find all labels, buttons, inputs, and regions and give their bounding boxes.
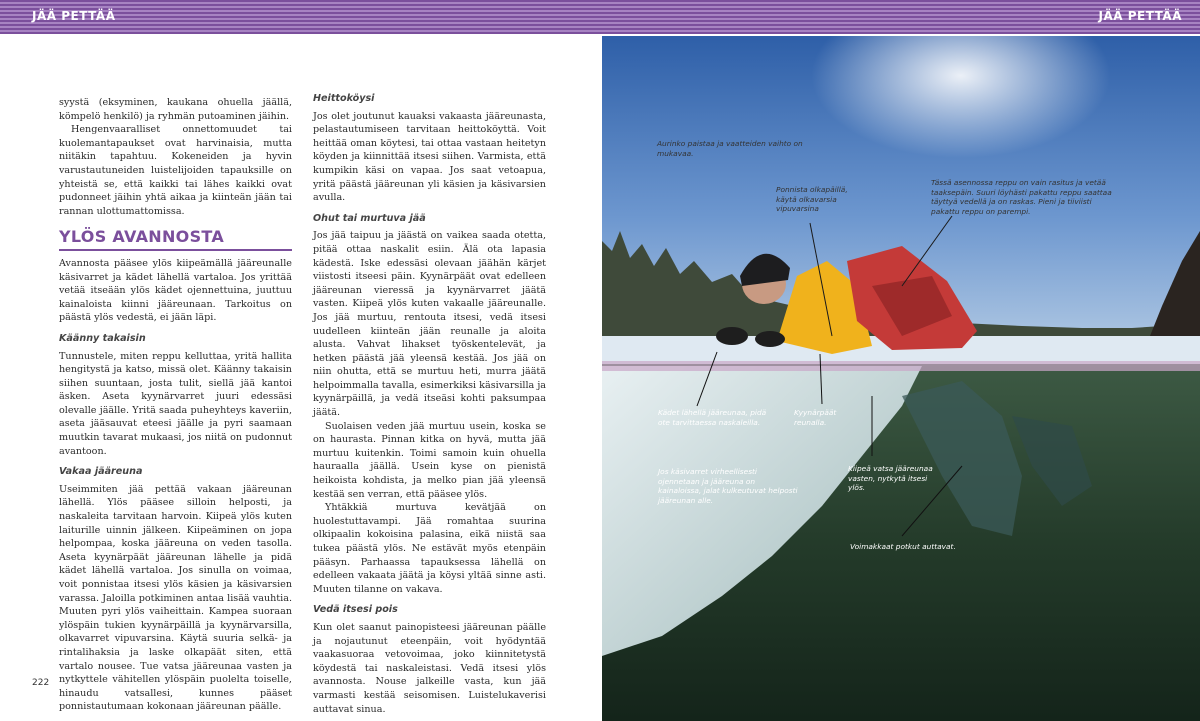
paragraph: Hengenvaaralliset onnettomuudet tai kuolemantapaukset ovat harvinaisia, mutta niitäkin tapahtuu. Kokeneiden ja hyvin varustautuneiden luistelijoiden tapauksille on yhteistä se, että kaikki tai lähes kaikki ovat pudonneet jäihin yhtä aikaa ja kiinteän jään tai rannan ulottumattomissa. (59, 124, 292, 217)
subheading: Ohut tai murtuva jää (313, 212, 426, 224)
annotation: Jos käsivarret virheellisesti ojennetaan ja jääreuna on kainaloissa, jalat kulkeutuvat helposti jääreunan alle. (658, 467, 798, 505)
gloves (716, 327, 748, 345)
paragraph: Yhtäkkiä murtuva kevätjää on huolestuttavampi. Jää romahtaa suurina olkipaalin kokoisina palasina, eikä niistä saa tukea päästä ylös. Ne estävät myös etenpäin pääsyn. Parhaassa tapauksessa lähellä on edelleen vakaata jäätä ja köysi yltää sinne asti. Muuten tilanne on vakava. (313, 502, 546, 595)
header-band-left (0, 0, 600, 34)
annotation: Aurinko paistaa ja vaatteiden vaihto on mukavaa. (657, 139, 803, 158)
paragraph: Suolaisen veden jää murtuu usein, koska se on haurasta. Pinnan kitka on hyvä, mutta jää murtuu kuitenkin. Toimi samoin kuin ohuella hauraalla jäällä. Usein kyse on pienistä heikoista kohdista, ja melko pian jää yleensä kestää sen verran, että pääsee ylös. (313, 420, 546, 500)
annotation: Voimakkaat potkut auttavat. (850, 542, 956, 551)
annotation: Kyynärpäät reunalla. (794, 408, 837, 427)
section-heading: YLÖS AVANNOSTA (59, 230, 292, 251)
annotation: Kädet lähellä jääreunaa, pidä ote tarvittaessa naskaleilla. (658, 408, 767, 427)
running-head-right: JÄÄ PETTÄÄ (1098, 9, 1182, 23)
subheading: Heittoköysi (313, 93, 375, 104)
page-number: 222 (32, 678, 50, 688)
text-column-2 (313, 92, 546, 716)
text-column-1 (59, 96, 292, 714)
annotation: Kiipeä vatsa jääreunaa vasten, nytkytä itsesi ylös. (848, 464, 933, 493)
paragraph: Useimmiten jää pettää vakaan jääreunan lähellä. Ylös pääsee silloin helposti, ja naskaleita tarvitaan harvoin. Kiipeä ylös kuten laiturille uinnin jälkeen. Kiipeäminen on jopa helpompaa, koska jääreuna on veden tasolla. Aseta kyynärpäät jääreunan lähelle ja pidä kädet lähellä vartaloa. Jos sinulla on voimaa, voit ponnistaa itsesi ylös käsien ja käsivarsien varassa. Jaloilla potkiminen antaa lisää vauhtia. Muuten pyri ylös vaiheittain. Kampea suoraan ylöspäin tukien kyynärpäillä ja kyynärvarsilla, olkavarret vipuvarsina. Käytä suuria selkä- ja rintalihaksia ja laske olkapäät siten, että vartalo nousee. Tue vatsa jääreunaa vasten ja nytkyttele vähitellen ylöspäin puolelta toiselle, hinaudu vatsallesi, kunnes pääset ponnistautumaan kokonaan jääreunan päälle. (59, 483, 292, 713)
paragraph: Jos olet joutunut kauaksi vakaasta jääreunasta, pelastautumiseen tarvitaan heittoköyttä. Voit heittää oman köytesi, tai ottaa vastaan heitetyn köyden ja kiinnittää itsesi siihen. Varmista, että kumpikin käsi on vapaa. Jos saat vetoapua, yritä päästä jääreunan yli käsien ja käsivarsien avulla. (313, 110, 546, 204)
running-head-left: JÄÄ PETTÄÄ (32, 9, 116, 23)
subheading: Vedä itsesi pois (313, 604, 398, 616)
paragraph: Jos jää taipuu ja jäästä on vaikea saada otetta, pitää ottaa naskalit esiin. Älä ota lapasia kädestä. Iske edessäsi olevaan jäähän kärjet viistosti itseesi päin. Kyynärpäät ovat edelleen jääreunan vieressä ja kyynärvarret jäätä vasten. Kiipeä ylös kuten vakaalle jääreunalle. Jos jää murtuu, rentouta itsesi, vedä itsesi uudelleen kiinteän jään reunalle ja aloita alusta. Vahvat lihakset työskentelevät, ja hetken päästä jää yleensä kestää. Jos jää on niin ohutta, että se murtuu heti, murra jäätä helpoimmalla tavalla, esimerkiksi käsivarsilla ja kyynärpäillä, ja vedä itseäsi kohti paksumpaa jäätä. (313, 230, 547, 419)
paragraph: Kun olet saanut painopisteesi jääreunan päälle ja nojautunut eteenpäin, voit hyödyntää vaakasuoraa vetovoimaa, joko kiinnitetystä köydestä tai naskaleistasi. Vedä itsesi ylös avannosta. Nouse jalkeille vasta, kun jää varmasti kestää seisomisen. Luistelukaverisi auttavat sinua. (313, 621, 546, 715)
paragraph: Tunnustele, miten reppu kelluttaa, yritä hallita hengitystä ja katso, missä olet. Käänny takaisin siihen suuntaan, josta tulit, siellä jää kantoi äsken. Aseta kyynärvarret juuri edessäsi olevalle jäälle. Yritä saada puheyhteys kaveriin, aseta jääsauvat eteesi jäälle ja pyri saamaan muutkin tavarat mukaasi, jos niitä on pudonnut avantoon. (59, 350, 292, 457)
paragraph: syystä (eksyminen, kaukana ohuella jäällä, kömpelö henkilö) ja ryhmän putoaminen jäihin. (59, 97, 292, 122)
annotation: Tässä asennossa reppu on vain rasitus ja vetää taaksepäin. Suuri löyhästi pakattu reppu saattaa täyttyä vedellä ja on raskas. Pieni ja tiiviisti pakattu reppu on parempi. (931, 178, 1112, 216)
subheading: Käänny takaisin (59, 332, 146, 344)
annotation: Ponnista olkapäillä, käytä olkavarsia vipuvarsina (776, 185, 848, 214)
subheading: Vakaa jääreuna (59, 466, 143, 478)
paragraph: Avannosta pääsee ylös kiipeämällä jääreunalle käsivarret ja kädet lähellä vartaloa. Jos yrittää vetää itseään ylös kädet ojennettuina, juuttuu kainaloista kiinni jääreunaan. Tarkoitus on päästä ylös vedestä, ei jään läpi. (59, 257, 292, 324)
header-band-right (600, 0, 1200, 34)
